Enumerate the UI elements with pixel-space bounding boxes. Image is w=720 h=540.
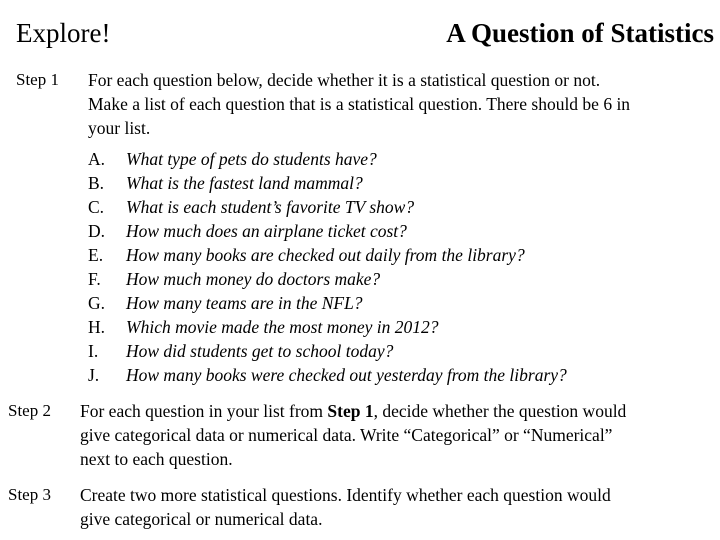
question-text: How many teams are in the NFL? (126, 293, 363, 313)
question-text: What is each student’s favorite TV show? (126, 197, 415, 217)
question-item (88, 315, 439, 339)
question-text: What type of pets do students have? (126, 149, 377, 169)
step-3-instructions (80, 483, 611, 531)
question-item (88, 243, 525, 267)
question-letter: E. (88, 245, 104, 265)
question-item (88, 339, 393, 363)
step-2-line-1 (80, 399, 626, 423)
page-title-explore: Explore! (16, 18, 111, 48)
question-text: How did students get to school today? (126, 341, 394, 361)
step-2-line-2: give categorical data or numerical data. Write “Categorical” or “Numerical” (80, 425, 613, 445)
question-letter: A. (88, 149, 106, 169)
step-3-line-2: give categorical or numerical data. (80, 509, 323, 529)
question-item (88, 267, 380, 291)
question-text: What is the fastest land mammal? (126, 173, 363, 193)
step-1-instructions (88, 68, 630, 140)
step-3-line-1: Create two more statistical questions. Identify whether each question would (80, 485, 611, 505)
question-letter: F. (88, 269, 101, 289)
question-letter: H. (88, 317, 106, 337)
question-item (88, 171, 363, 195)
question-letter: J. (88, 365, 100, 385)
question-item (88, 147, 377, 171)
step-1-line-2: Make a list of each question that is a statistical question. There should be 6 in (88, 94, 631, 114)
step-2-line-1-start: For each question in your list from (80, 401, 324, 421)
step-1-reference: Step 1 (327, 401, 374, 421)
question-letter: I. (88, 341, 99, 361)
step-2-label: Step 2 (8, 401, 51, 420)
step-1-label: Step 1 (16, 70, 59, 89)
question-letter: C. (88, 197, 105, 217)
question-item (88, 363, 567, 387)
question-text: Which movie made the most money in 2012? (126, 317, 439, 337)
question-letter: B. (88, 173, 105, 193)
step-2-instructions (80, 399, 626, 471)
question-text: How many books were checked out yesterday from the library? (126, 365, 567, 385)
question-text: How much money do doctors make? (126, 269, 381, 289)
step-2-line-1-end: , decide whether the question would (373, 401, 627, 421)
question-text: How many books are checked out daily from the library? (126, 245, 525, 265)
step-3-label: Step 3 (8, 485, 51, 504)
question-text: How much does an airplane ticket cost? (126, 221, 407, 241)
page-title-topic: A Question of Statistics (446, 18, 714, 48)
question-letter: D. (88, 221, 106, 241)
question-item (88, 195, 414, 219)
question-letter: G. (88, 293, 106, 313)
step-1-line-1: For each question below, decide whether it is a statistical question or not. (88, 70, 601, 90)
question-item (88, 219, 407, 243)
step-2-line-3: next to each question. (80, 449, 233, 469)
question-item (88, 291, 363, 315)
step-1-line-3: your list. (88, 118, 151, 138)
